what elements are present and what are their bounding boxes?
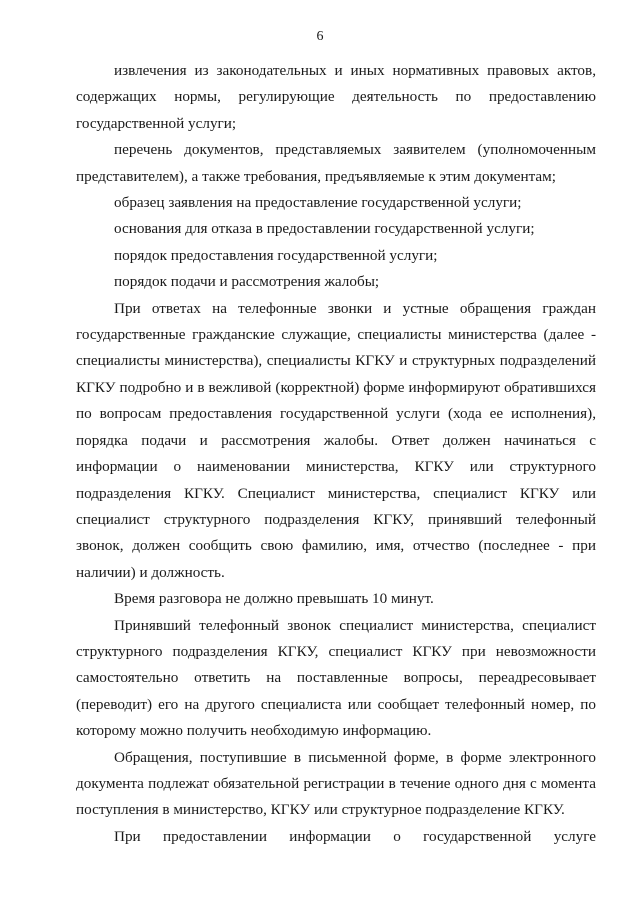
- document-body: [76, 58, 596, 850]
- paragraph-information-provision: При предоставлении информации о государственной услуге: [114, 827, 596, 845]
- paragraph-refusal-grounds: основания для отказа в предоставлении государственной услуги;: [114, 220, 535, 238]
- page-number: 6: [316, 29, 324, 44]
- paragraph-document-list: перечень документов, представляемых заявителем (уполномоченным представителем), а также требования, предъявляемые к этим документам;: [76, 141, 596, 185]
- paragraph-application-sample: образец заявления на предоставление государственной услуги;: [114, 194, 522, 212]
- paragraph-legal-extracts: извлечения из законодательных и иных нормативных правовых актов, содержащих нормы, регулирующие деятельность по предоставлению государственной услуги;: [76, 62, 596, 132]
- paragraph-service-procedure: порядок предоставления государственной услуги;: [114, 246, 438, 264]
- paragraph-written-requests: Обращения, поступившие в письменной форме, в форме электронного документа подлежат обязательной регистрации в течение одного дня с момента поступления в министерство, КГКУ или структурное подразделение КГКУ.: [76, 748, 596, 819]
- paragraph-complaint-procedure: порядок подачи и рассмотрения жалобы;: [114, 273, 380, 291]
- paragraph-call-redirect: Принявший телефонный звонок специалист министерства, специалист структурного подразделения КГКУ, специалист КГКУ при невозможности самостоятельно ответить на поставленные вопросы, переадресовывает (переводит) его на другого специалиста или сообщает телефонный номер, по которому можно получить необходимую информацию.: [76, 616, 596, 740]
- paragraph-phone-inquiries: При ответах на телефонные звонки и устные обращения граждан государственные гражданские служащие, специалисты министерства (далее - специалисты министерства), специалисты КГКУ и структурных подразделений КГКУ подробно и в вежливой (корректной) форме информируют обратившихся по вопросам предоставления государственной услуги (хода ее исполнения), порядка подачи и рассмотрения жалобы. Ответ должен начинаться с информации о наименовании министерства, КГКУ или структурного подразделения КГКУ. Специалист министерства, специалист КГКУ или специалист структурного подразделения КГКУ, принявший телефонный звонок, должен сообщить свою фамилию, имя, отчество (последнее - при наличии) и должность.: [76, 299, 596, 581]
- paragraph-call-duration: Время разговора не должно превышать 10 минут.: [114, 590, 434, 608]
